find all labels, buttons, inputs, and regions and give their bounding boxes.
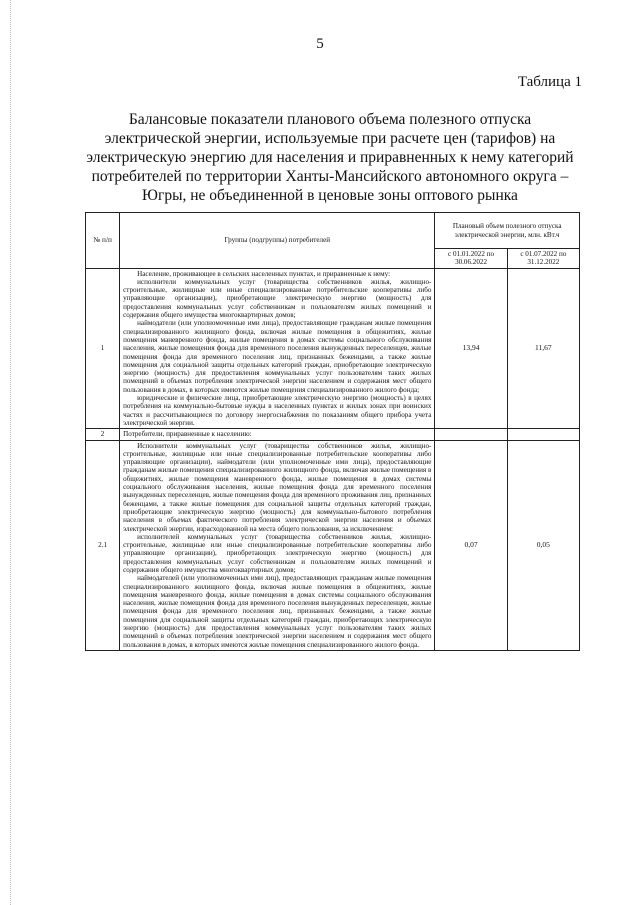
row-paragraph: наймодателей (или уполномоченных ими лиц), предоставляющих гражданам жилые помещения специализированного жилищного фонда, включая жилые помещения в общежитиях, жилые помещения маневренного фонда, жилые помещения в домах системы социального обслуживания населения, жилые помещения фонда для временного поселения вынужденных переселенцев, жилые помещения фонда для временного поселения лиц, признанных беженцами, а также жилые помещения для социальной защиты отдельных категорий граждан, приобретающих электрическую энергию (мощность) для предоставления коммунальных услуг пользователям таких жилых помещений в объемах потребления электрической энергии населением и содержания мест общего пользования в домах, в которых имеются жилые помещения специализированного жилого фонда. (123, 574, 432, 649)
table-row (86, 429, 580, 440)
header-num: № п/п (86, 213, 120, 269)
row-paragraph: Население, проживающее в сельских населенных пунктах, и приравненные к нему: (137, 269, 391, 278)
row-paragraph: исполнителей коммунальных услуг (товарищества собственников жилья, жилищно-строительные, жилищные или иные специализированные потребительские кооперативы либо управляющие организации), приобретающих электрическую энергию (мощность) для предоставления коммунальных услуг собственникам и пользователям жилых помещений и содержания общего имущества многоквартирных домов; (123, 532, 432, 574)
row-value-period-1: 13,94 (435, 268, 507, 429)
row-paragraph: исполнители коммунальных услуг (товарищества собственников жилья, жилищно-строительные, жилищные или иные специализированные потребительские кооперативы либо управляющие организации), приобретающие электрическую энергию (мощность) для предоставления коммунальных услуг собственникам и пользователям жилых помещений и содержания общего имущества многоквартирных домов; (123, 277, 432, 320)
row-number: 2.1 (86, 440, 120, 650)
table-header-row (86, 213, 580, 249)
row-description: Потребители, приравненные к населению: (120, 429, 435, 440)
table-label: Таблица 1 (517, 74, 582, 90)
row-paragraph: наймодатели (или уполномоченные ими лица), предоставляющие гражданам жилые помещения специализированного жилищного фонда, включая жилые помещения в общежитиях, жилые помещения маневренного фонда, жилые помещения в домах системы социального обслуживания населения, жилые помещения фонда для временного поселения вынужденных переселенцев, жилые помещения фонда для временного поселения лиц, признанных беженцами, а также жилые помещения для социальной защиты отдельных категорий граждан, приобретающие электрическую энергию (мощность) для предоставления коммунальных услуг пользователям таких жилых помещений в объемах потребления электрической энергии населением и содержания мест общего пользования в домах, в которых имеются жилые помещения специализированного жилого фонда; (123, 319, 432, 394)
row-value-period-1: 0,07 (435, 440, 507, 650)
row-description (120, 268, 435, 429)
document-title: Балансовые показатели планового объема полезного отпуска электрической энергии, используемые при расчете цен (тарифов) на электрическую энергию для населения и приравненных к нему категорий потребителей по территории Ханты-Мансийского автономного округа – Югры, не объединенной в ценовые зоны оптового рынка (86, 111, 574, 204)
row-paragraph: юридические и физические лица, приобретающие электрическую энергию (мощность) в целях потребления на коммунально-бытовые нужды в населенных пунктах и жилых зонах при воинских частях и рассчитывающиеся по договору энергоснабжения по показаниям общего прибора учета электрической энергии. (123, 394, 432, 427)
row-paragraph: Исполнители коммунальных услуг (товарищества собственников жилья, жилищно-строительные, жилищные или иные специализированные потребительские кооперативы либо управляющие организации), наймодатели (или уполномоченные ими лица), предоставляющие гражданам жилые помещения специализированного жилищного фонда, включая жилые помещения в общежитиях, жилые помещения маневренного фонда, жилые помещения в домах системы социального обслуживания населения, жилые помещения фонда для временного поселения вынужденных переселенцев, жилые помещения фонда для временного проживания лиц, признанных беженцами, а также жилые помещения для социальной защиты отдельных категорий граждан, приобретающие электрическую энергию (мощность) для коммунально-бытового потребления населения в объемах фактического потребления электрической энергии населения и объемах электрической энергии, израсходованной на места общего пользования, за исключением: (123, 441, 432, 533)
page-number: 5 (316, 36, 324, 52)
balance-table (85, 212, 580, 651)
row-value-period-2 (507, 429, 579, 440)
header-volume: Плановый объем полезного отпуска электрической энергии, млн. кВт.ч (435, 213, 580, 249)
row-value-period-2: 11,67 (507, 268, 579, 429)
row-description (120, 440, 435, 650)
header-period-2: с 01.07.2022 по 31.12.2022 (507, 249, 579, 269)
row-value-period-2: 0,05 (507, 440, 579, 650)
header-group: Группы (подгруппы) потребителей (120, 213, 435, 269)
header-period-1: с 01.01.2022 по 30.06.2022 (435, 249, 507, 269)
scan-edge (10, 0, 12, 905)
table-row (86, 440, 580, 650)
row-number: 1 (86, 268, 120, 429)
table-row (86, 268, 580, 429)
row-number: 2 (86, 429, 120, 440)
row-value-period-1 (435, 429, 507, 440)
